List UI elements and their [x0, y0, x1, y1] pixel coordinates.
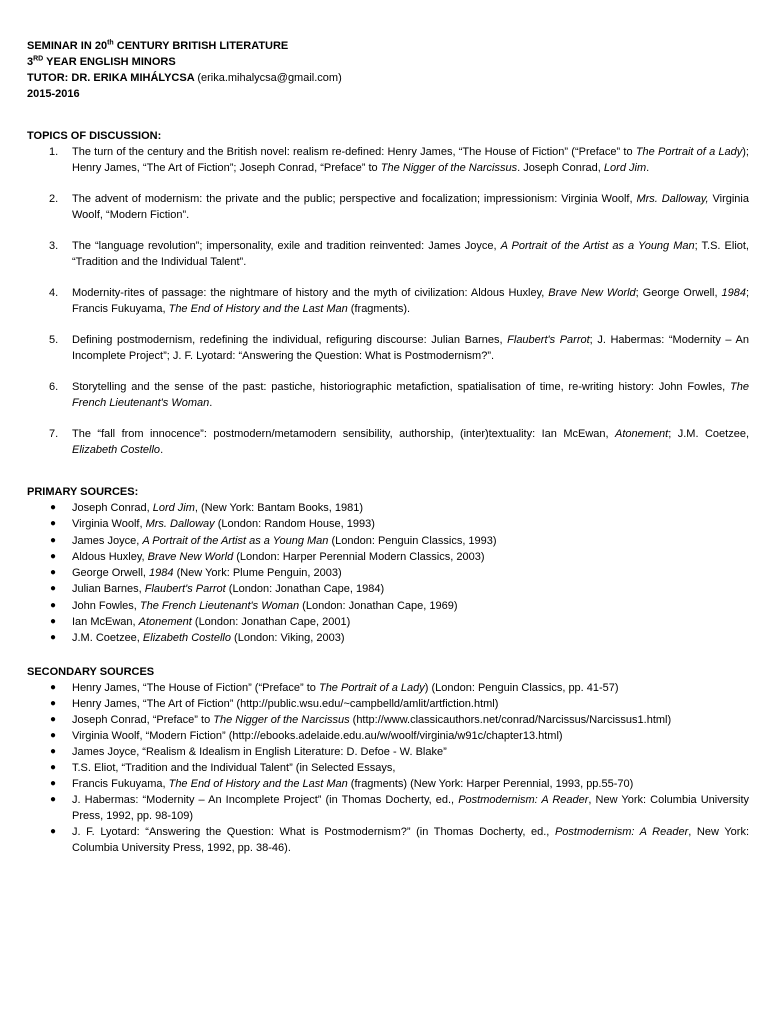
bullet-icon: ●: [50, 729, 57, 741]
tutor-email[interactable]: (erika.mihalycsa@gmail.com): [197, 72, 342, 84]
primary-source-item: [27, 500, 749, 516]
text-run: J. F. Lyotard: “Answering the Question: What is Postmodernism?” (in Thomas Docherty, ed.,: [72, 825, 555, 838]
work-title: The French Lieutenant's Woman: [72, 381, 749, 409]
topic-number: 5.: [49, 334, 59, 346]
work-title: Mrs. Dalloway: [145, 518, 215, 531]
work-title: Elizabeth Costello: [142, 632, 231, 645]
text-run: Henry James, “The House of Fiction” (“Preface” to: [72, 681, 319, 694]
topic-number: 1.: [49, 146, 59, 158]
bullet-icon: ●: [50, 697, 57, 709]
bullet-icon: ●: [50, 567, 57, 579]
bullet-icon: ●: [50, 825, 57, 837]
work-title: Brave New World: [548, 287, 636, 299]
text-run: George Orwell,: [72, 567, 150, 580]
text-run: .: [160, 444, 164, 456]
work-title: Lord Jim: [603, 162, 647, 174]
text-run: Joseph Conrad, “Preface” to: [72, 713, 214, 726]
text-run: (New York: Plume Penguin, 2003): [173, 567, 342, 580]
primary-source-item: [27, 533, 749, 549]
bullet-icon: ●: [50, 632, 57, 644]
work-title: Atonement: [615, 428, 669, 440]
text-run: , New York: Columbia University Press, 1992, pp. 98-109): [72, 793, 750, 822]
text-run: ; T.S. Eliot, “Tradition and the Individual Talent”.: [72, 240, 749, 268]
text-run: Joseph Conrad,: [72, 502, 153, 514]
bullet-icon: ●: [50, 534, 57, 546]
text-run: James Joyce,: [72, 534, 143, 547]
work-title: Flaubert's Parrot: [144, 583, 226, 596]
text-run: . Joseph Conrad,: [517, 162, 604, 174]
text-run: ) (London: Penguin Classics, pp. 41-57): [424, 681, 619, 694]
text-run: Julian Barnes,: [72, 583, 145, 596]
work-title: A Portrait of the Artist as a Young Man: [500, 240, 695, 252]
text-run: The “fall from innocence”: postmodern/metamodern sensibility, authorship, (inter)textuality: Ian McEwan,: [72, 428, 616, 440]
topics-list: [27, 144, 749, 458]
topic-number: 3.: [49, 240, 59, 252]
bullet-icon: ●: [50, 745, 57, 757]
primary-source-item: [27, 630, 749, 646]
secondary-sources-heading: SECONDARY SOURCES: [27, 665, 155, 678]
primary-source-item: [27, 614, 749, 630]
academic-year: 2015-2016: [27, 88, 80, 100]
work-title: The End of History and the Last Man: [168, 303, 348, 315]
text-run: The turn of the century and the British novel: realism re-defined: Henry James, “The House of Fiction” (“Preface” to: [72, 146, 636, 158]
secondary-source-item: [27, 776, 749, 792]
work-title: Flaubert's Parrot: [507, 334, 590, 346]
text-run: J. Habermas: “Modernity – An Incomplete Project” (in Thomas Docherty, ed.,: [72, 793, 459, 806]
secondary-source-item: [27, 792, 749, 824]
topic-item: [27, 285, 749, 317]
work-title: The Portrait of a Lady: [318, 681, 425, 694]
text-run: ); Henry James, “The Art of Fiction”; Joseph Conrad, “Preface” to: [72, 146, 749, 174]
text-run: John Fowles,: [72, 599, 140, 612]
secondary-source-item: [27, 744, 749, 760]
bullet-icon: ●: [50, 518, 57, 530]
text-run: Aldous Huxley,: [72, 550, 148, 563]
work-title: Postmodernism: A Reader: [554, 825, 689, 838]
secondary-source-item: [27, 728, 749, 744]
text-run: J.M. Coetzee,: [72, 632, 143, 645]
text-run: Virginia Woolf,: [72, 518, 146, 531]
work-title: The Nigger of the Narcissus: [380, 162, 518, 174]
text-run: .: [646, 162, 650, 174]
topic-item: [27, 191, 749, 223]
secondary-source-item: [27, 824, 749, 856]
text-run: ; J.M. Coetzee,: [668, 428, 749, 440]
text-run: The advent of modernism: the private and the public; perspective and focalization; impressionism: Virginia Woolf,: [72, 193, 637, 205]
bullet-icon: ●: [50, 502, 57, 513]
text-run: Ian McEwan,: [72, 616, 139, 629]
bullet-icon: ●: [50, 681, 57, 693]
secondary-source-item: [27, 760, 749, 776]
text-run: (London: Viking, 2003): [230, 632, 345, 645]
primary-source-item: [27, 598, 749, 614]
text-run: (London: Penguin Classics, 1993): [328, 534, 497, 547]
text-run: (http://www.classicauthors.net/conrad/Narcissus/Narcissus1.html): [349, 713, 672, 726]
text-run: (fragments) (New York: Harper Perennial, 1993, pp.55-70): [347, 777, 634, 790]
topic-number: 2.: [49, 193, 59, 205]
document-page: [27, 38, 749, 856]
work-title: The End of History and the Last Man: [168, 777, 348, 790]
text-run: Storytelling and the sense of the past: pastiche, historiographic metafiction, spatialisation of time, re-writing history: John Fowles,: [72, 381, 731, 393]
topic-number: 6.: [49, 381, 59, 393]
text-run: (London: Jonathan Cape, 1984): [225, 583, 385, 596]
topic-item: [27, 379, 749, 411]
work-title: The French Lieutenant's Woman: [139, 599, 300, 612]
text-run: (London: Jonathan Cape, 1969): [299, 599, 458, 612]
topic-item: [27, 144, 749, 176]
bullet-icon: ●: [50, 777, 57, 789]
text-run: Francis Fukuyama,: [72, 777, 169, 790]
bullet-icon: ●: [50, 793, 57, 805]
work-title: Elizabeth Costello: [72, 444, 161, 456]
topic-item: [27, 332, 749, 364]
secondary-source-item: [27, 680, 749, 696]
text-run: ; Francis Fukuyama,: [72, 287, 750, 315]
text-run: (London: Harper Perennial Modern Classics, 2003): [233, 550, 485, 563]
text-run: Modernity-rites of passage: the nightmare of history and the myth of civilization: Aldous Huxley,: [72, 287, 549, 299]
text-run: Virginia Woolf, “Modern Fiction” (http://ebooks.adelaide.edu.au/w/woolf/virginia/w91c/chapter13.html): [72, 729, 563, 742]
work-title: Atonement: [138, 616, 192, 629]
text-run: , New York: Columbia University Press, 1992, pp. 38-46).: [72, 825, 749, 854]
primary-source-item: [27, 581, 749, 597]
topic-item: [27, 426, 749, 458]
bullet-icon: ●: [50, 550, 57, 562]
primary-source-item: [27, 565, 749, 581]
topic-number: 7.: [49, 428, 59, 440]
text-run: The “language revolution”; impersonality, exile and tradition reinvented: James Joyce,: [72, 240, 501, 252]
topic-number: 4.: [49, 287, 59, 299]
text-run: ; George Orwell,: [635, 287, 722, 299]
topic-item: [27, 238, 749, 270]
tutor-line: TUTOR: DR. ERIKA MIHÁLYCSA (erika.mihalycsa@gmail.com): [27, 72, 342, 84]
text-run: (fragments).: [347, 303, 411, 315]
text-run: T.S. Eliot, “Tradition and the Individual Talent” (in Selected Essays,: [72, 761, 396, 774]
bullet-icon: ●: [50, 599, 57, 611]
primary-sources-list: [27, 500, 749, 647]
bullet-icon: ●: [50, 713, 57, 725]
primary-sources-heading: PRIMARY SOURCES:: [27, 486, 139, 498]
text-run: , (New York: Bantam Books, 1981): [194, 502, 364, 514]
bullet-icon: ●: [50, 761, 57, 773]
secondary-source-item: [27, 712, 749, 728]
work-title: 1984: [721, 287, 746, 299]
bullet-icon: ●: [50, 616, 57, 628]
text-run: .: [209, 397, 213, 409]
work-title: Postmodernism: A Reader: [458, 793, 589, 806]
text-run: (London: Random House, 1993): [214, 518, 375, 531]
work-title: Mrs. Dalloway,: [636, 193, 709, 205]
text-run: James Joyce, “Realism & Idealism in English Literature: D. Defoe - W. Blake”: [72, 745, 447, 758]
secondary-source-item: [27, 696, 749, 712]
work-title: Lord Jim: [152, 502, 195, 514]
course-title: SEMINAR IN 20th CENTURY BRITISH LITERATURE: [27, 39, 289, 52]
work-title: The Nigger of the Narcissus: [213, 713, 350, 726]
text-run: Defining postmodernism, redefining the individual, refiguring discourse: Julian Barnes,: [72, 334, 508, 346]
work-title: The Portrait of a Lady: [635, 146, 743, 158]
topics-heading: TOPICS OF DISCUSSION:: [27, 130, 162, 142]
text-run: Henry James, “The Art of Fiction” (http://public.wsu.edu/~campbelld/amlit/artfiction.html): [72, 697, 499, 710]
audience-line: 3RD YEAR ENGLISH MINORS: [27, 55, 176, 68]
bullet-icon: ●: [50, 583, 57, 595]
secondary-sources-list: [27, 680, 749, 856]
text-run: (London: Jonathan Cape, 2001): [191, 616, 351, 629]
text-run: ; J. Habermas: “Modernity – An Incomplete Project”; J. F. Lyotard: “Answering the Question: What is Postmodernism?”.: [72, 334, 749, 362]
text-run: Virginia Woolf, “Modern Fiction”.: [72, 193, 749, 221]
work-title: Brave New World: [147, 550, 234, 563]
work-title: A Portrait of the Artist as a Young Man: [142, 534, 329, 547]
primary-source-item: [27, 549, 749, 565]
work-title: 1984: [149, 567, 174, 580]
primary-source-item: [27, 516, 749, 532]
